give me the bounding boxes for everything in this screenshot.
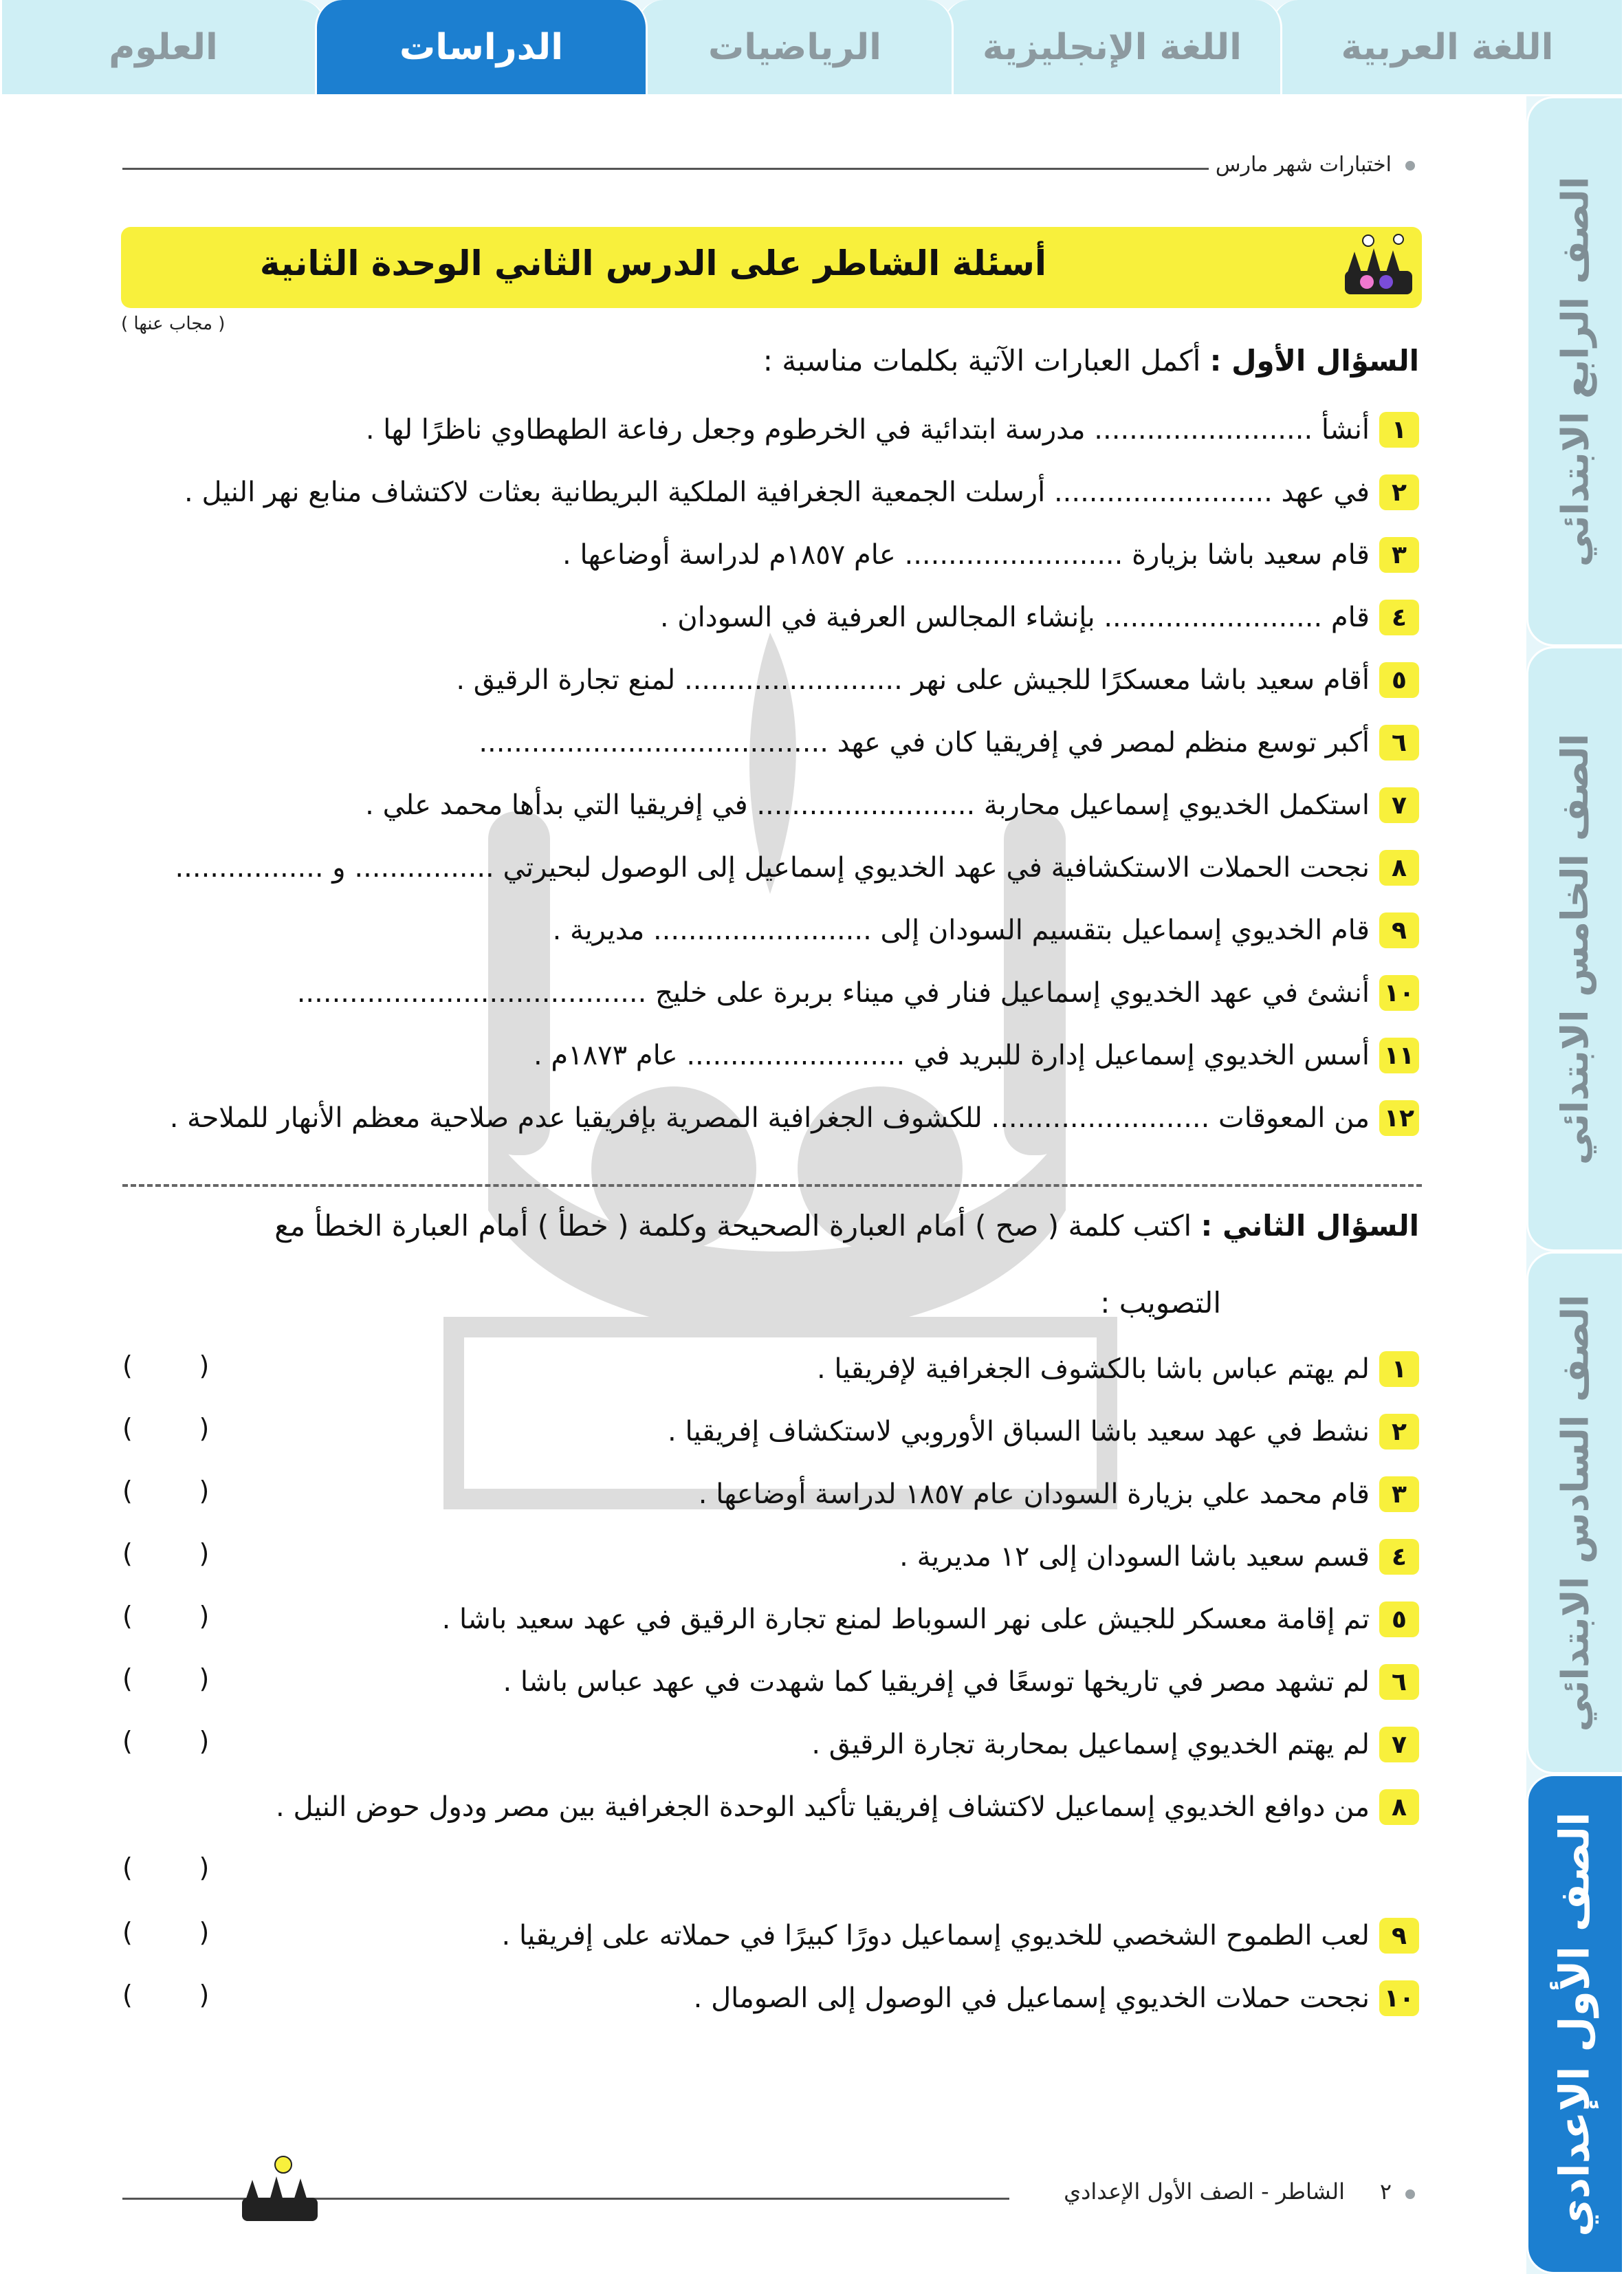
grade-tab-label: الصف السادس الابتدائي: [1553, 1294, 1597, 1731]
grade-tab-5-primary[interactable]: [1526, 646, 1624, 1251]
answer-parens: ( ): [122, 1852, 210, 1883]
question-1-heading: [763, 344, 1419, 378]
grade-tab-6-primary[interactable]: [1526, 1251, 1624, 1774]
item-number: ٦: [1379, 725, 1419, 761]
fill-item: [366, 407, 1419, 452]
page-title: أسئلة الشاطر على الدرس الثاني الوحدة الثانية: [259, 243, 1047, 283]
question-2-text-cont: التصويب :: [1100, 1286, 1221, 1320]
question-2-text: اكتب كلمة ( صح ) أمام العبارة الصحيحة وكلمة ( خطأ ) أمام العبارة الخطأ مع: [274, 1209, 1192, 1243]
item-text: قسم سعيد باشا السودان إلى ١٢ مديرية .: [899, 1541, 1370, 1573]
grade-tab-label: الصف الرابع الابتدائي: [1553, 176, 1597, 567]
item-number: ٤: [1379, 1539, 1419, 1575]
tf-item: [811, 1722, 1419, 1767]
fill-item: [456, 657, 1419, 703]
item-number: ٩: [1379, 1918, 1419, 1954]
item-text: تم إقامة معسكر للجيش على نهر السوباط لمنع تجارة الرقيق في عهد سعيد باشا .: [441, 1604, 1370, 1635]
fill-item: [553, 908, 1419, 953]
item-number: ١: [1379, 412, 1419, 448]
item-text: قام ......................... بإنشاء المجالس العرفية في السودان .: [659, 602, 1370, 633]
question-2-heading: [274, 1209, 1419, 1243]
item-number: ١٠: [1379, 1980, 1419, 2016]
item-text: نجحت حملات الخديوي إسماعيل في الوصول إلى الصومال .: [693, 1982, 1370, 2014]
question-1-label: السؤال الأول :: [1209, 344, 1419, 378]
question-divider: [122, 1184, 1422, 1187]
item-text: أنشئ في عهد الخديوي إسماعيل فنار في ميناء بربرة على خليج ........................................: [296, 977, 1370, 1009]
item-number: ٨: [1379, 850, 1419, 886]
item-number: ٧: [1379, 1727, 1419, 1762]
answer-parens: ( ): [122, 1601, 210, 1631]
item-text: أكبر توسع منظم لمصر في إفريقيا كان في عهد ........................................: [479, 727, 1370, 758]
item-text: من المعوقات ......................... للكشوف الجغرافية المصرية بإفريقيا عدم صلاحية معظم الأنهار للملاحة .: [169, 1102, 1370, 1134]
answer-parens: ( ): [122, 1538, 210, 1568]
answer-parens: ( ): [122, 1726, 210, 1756]
item-number: ٣: [1379, 1476, 1419, 1512]
item-number: ٦: [1379, 1664, 1419, 1700]
question-2-label: السؤال الثاني :: [1200, 1209, 1419, 1243]
item-number: ٥: [1379, 662, 1419, 698]
answered-note: ( مجاب عنها ): [121, 314, 226, 334]
tf-item: [503, 1659, 1419, 1705]
item-text: قام الخديوي إسماعيل بتقسيم السودان إلى ......................... مديرية .: [552, 915, 1370, 946]
tab-english[interactable]: اللغة الإنجليزية: [942, 0, 1282, 96]
item-number: ٤: [1379, 600, 1419, 635]
question-1-text: أكمل العبارات الآتية بكلمات مناسبة :: [762, 344, 1201, 378]
item-number: ٨: [1379, 1789, 1419, 1825]
fill-item: [534, 1033, 1419, 1078]
footer-bullet-icon: [1405, 2189, 1415, 2199]
item-text: أقام سعيد باشا معسكرًا للجيش على نهر ......................... لمنع تجارة الرقيق .: [456, 664, 1370, 696]
fill-item: [297, 970, 1419, 1016]
tf-item: [899, 1534, 1419, 1579]
fill-item: [175, 845, 1419, 890]
brand-logo-icon: [1341, 231, 1416, 305]
item-text: لم يهتم عباس باشا بالكشوف الجغرافية لإفريقيا .: [816, 1353, 1370, 1385]
grade-tab-label: الصف الخامس الابتدائي: [1553, 733, 1597, 1165]
section-label: اختبارات شهر مارس: [1215, 153, 1392, 177]
item-text: لعب الطموح الشخصي للخديوي إسماعيل دورًا كبيرًا في حملاته على إفريقيا .: [501, 1920, 1370, 1952]
tab-social-studies[interactable]: الدراسات: [315, 0, 648, 96]
item-text: نجحت الحملات الاستكشافية في عهد الخديوي إسماعيل إلى الوصول لبحيرتي ................ و .................: [175, 852, 1370, 884]
tf-item: [699, 1472, 1419, 1517]
item-text: لم تشهد مصر في تاريخها توسعًا في إفريقيا كما شهدت في عهد عباس باشا .: [503, 1666, 1370, 1698]
section-divider: [122, 168, 1209, 170]
item-number: ١٢: [1379, 1100, 1419, 1136]
fill-item: [170, 1095, 1419, 1141]
fill-item: [365, 783, 1419, 828]
fill-item: [184, 470, 1419, 515]
item-text: نشط في عهد سعيد باشا السباق الأوروبي لاستكشاف إفريقيا .: [668, 1416, 1370, 1447]
item-number: ٢: [1379, 1414, 1419, 1450]
tf-item: [668, 1409, 1419, 1454]
answer-parens: ( ): [122, 1663, 210, 1694]
item-text: أسس الخديوي إسماعيل إدارة للبريد في ......................... عام ١٨٧٣م .: [533, 1040, 1370, 1071]
fill-item: [660, 595, 1419, 640]
tf-item: [817, 1346, 1419, 1392]
tf-item: [276, 1784, 1419, 1830]
item-text: في عهد ......................... أرسلت الجمعية الجغرافية الملكية البريطانية بعثات لاكتشاف منابع نهر النيل .: [184, 477, 1370, 508]
item-text: قام سعيد باشا بزيارة ......................... عام ١٨٥٧م لدراسة أوضاعها .: [562, 539, 1370, 571]
grade-tab-label: الصف الأول الإعدادي: [1550, 1811, 1599, 2237]
item-text: استكمل الخديوي إسماعيل محاربة ......................... في إفريقيا التي بدأها محمد علي .: [365, 789, 1370, 821]
item-number: ١١: [1379, 1038, 1419, 1073]
answer-parens: ( ): [122, 1980, 210, 2010]
item-number: ٣: [1379, 537, 1419, 573]
item-number: ٧: [1379, 787, 1419, 823]
grade-sidebar: [1526, 96, 1624, 2274]
tab-arabic[interactable]: اللغة العربية: [1271, 0, 1624, 96]
tf-item: [442, 1597, 1419, 1642]
item-text: من دوافع الخديوي إسماعيل لاكتشاف إفريقيا تأكيد الوحدة الجغرافية بين مصر ودول حوض النيل .: [276, 1791, 1370, 1823]
item-number: ١: [1379, 1351, 1419, 1387]
fill-item: [562, 532, 1419, 578]
item-text: أنشأ ......................... مدرسة ابتدائية في الخرطوم وجعل رفاعة الطهطاوي ناظرًا لها .: [365, 414, 1370, 446]
answer-parens: ( ): [122, 1917, 210, 1947]
page-number: ٢: [1379, 2178, 1392, 2205]
tf-item: [694, 1976, 1419, 2021]
item-text: لم يهتم الخديوي إسماعيل بمحاربة تجارة الرقيق .: [811, 1729, 1370, 1760]
answer-parens: ( ): [122, 1413, 210, 1443]
grade-tab-1-prep[interactable]: [1526, 1774, 1624, 2274]
footer-brand-logo-icon: [235, 2152, 325, 2228]
answer-parens: ( ): [122, 1476, 210, 1506]
answer-parens: ( ): [122, 1351, 210, 1381]
item-number: ٩: [1379, 912, 1419, 948]
subject-tabs: [0, 0, 1624, 96]
grade-tab-4-primary[interactable]: [1526, 96, 1624, 646]
item-text: قام محمد علي بزيارة السودان عام ١٨٥٧ لدراسة أوضاعها .: [698, 1478, 1370, 1510]
tf-item: [502, 1913, 1419, 1958]
fill-item: [479, 720, 1419, 765]
item-number: ٥: [1379, 1601, 1419, 1637]
section-bullet-icon: [1405, 161, 1415, 171]
tab-math[interactable]: الرياضيات: [636, 0, 954, 96]
item-number: ٢: [1379, 474, 1419, 510]
footer-label: الشاطر - الصف الأول الإعدادي: [1064, 2178, 1345, 2205]
tab-science[interactable]: العلوم: [0, 0, 327, 96]
footer: [1064, 2178, 1392, 2205]
item-number: ١٠: [1379, 975, 1419, 1011]
